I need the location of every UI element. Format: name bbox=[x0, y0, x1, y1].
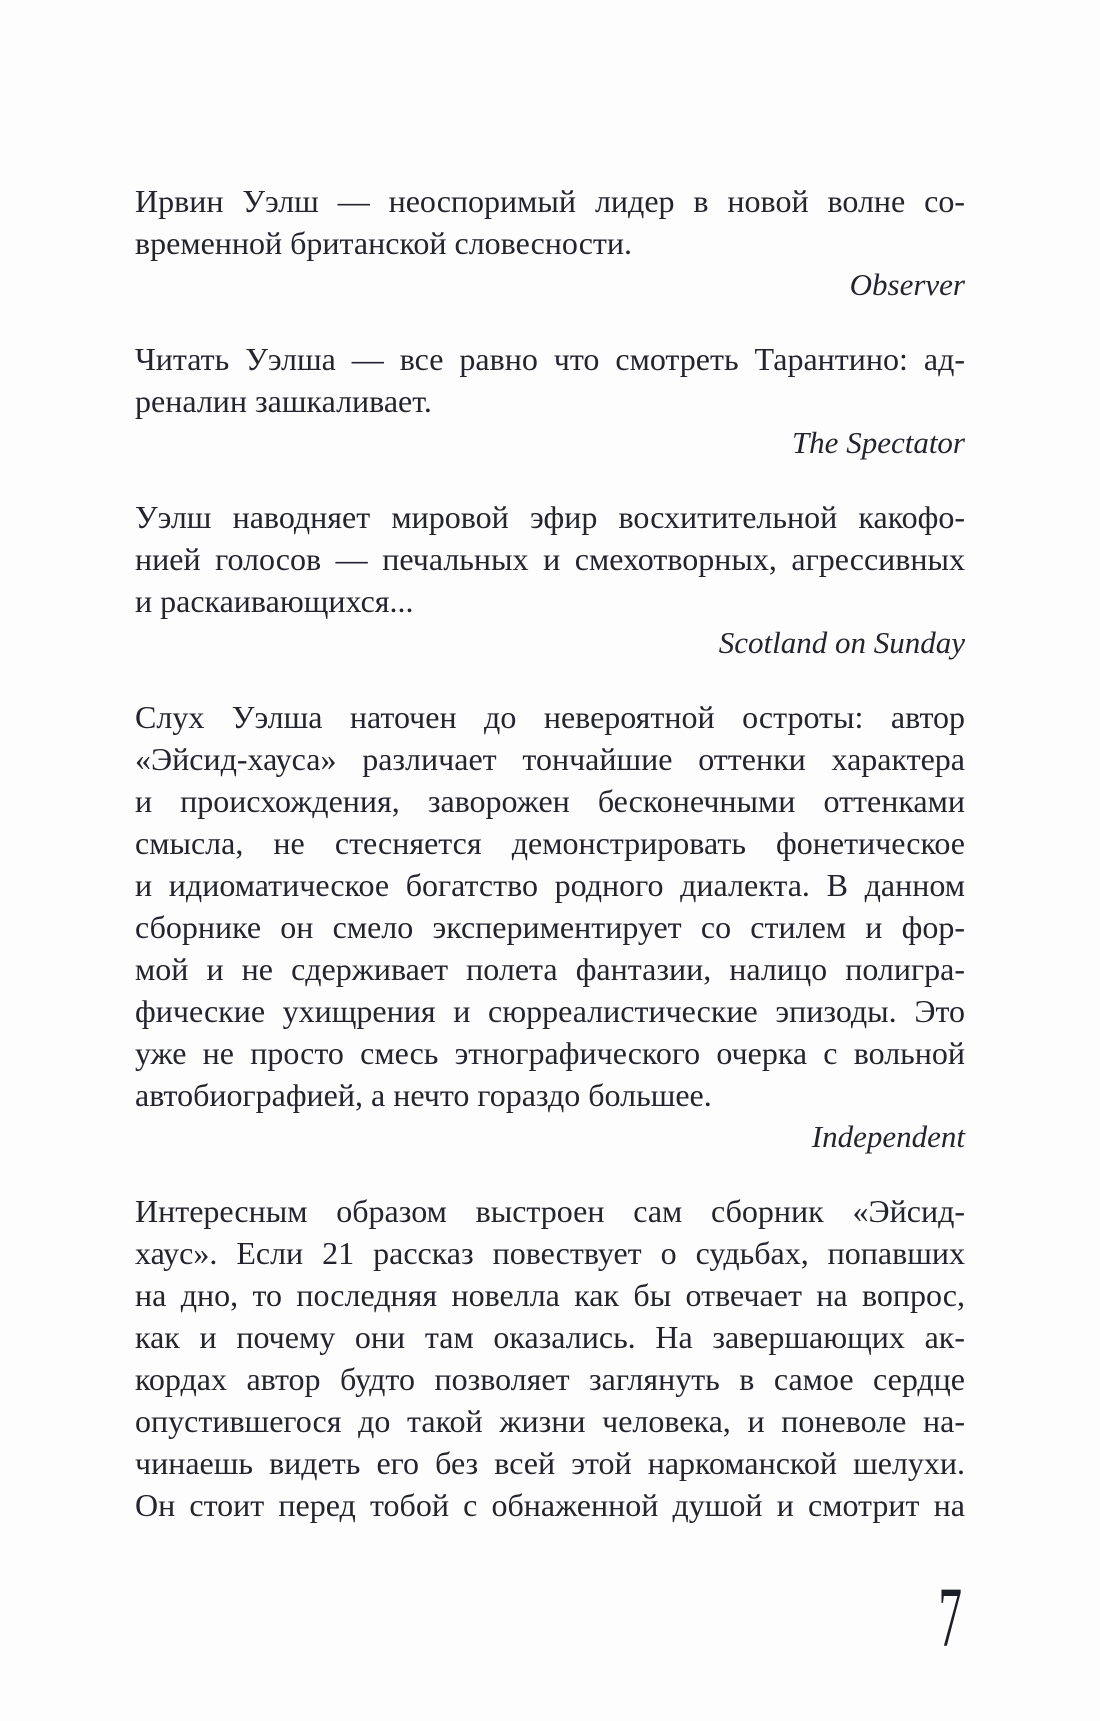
quote-line: смысла, не стесняется демонстрировать фонетическое bbox=[135, 825, 965, 861]
quote-line: на дно, то последняя новелла как бы отвечает на вопрос, bbox=[135, 1277, 965, 1313]
quote-line: чинаешь видеть его без всей этой наркоманской шелухи. bbox=[135, 1445, 965, 1481]
quote-line: Интересным образом выстроен сам сборник «Эйсид- bbox=[135, 1193, 965, 1229]
quote-line: мой и не сдерживает полета фантазии, налицо полигра- bbox=[135, 951, 965, 987]
quote-block bbox=[135, 496, 965, 664]
quote-line: и раскаивающихся... bbox=[135, 583, 414, 619]
quote-line: Слух Уэлша наточен до невероятной остроты: автор bbox=[135, 699, 965, 735]
text-column bbox=[135, 180, 965, 1558]
quote-line: Читать Уэлша — все равно что смотреть Тарантино: ад- bbox=[135, 341, 965, 377]
quote-block bbox=[135, 338, 965, 464]
quote-block bbox=[135, 180, 965, 306]
quote-line: опустившегося до такой жизни человека, и поневоле на- bbox=[135, 1403, 965, 1439]
quote-line: уже не просто смесь этнографического очерка с вольной bbox=[135, 1035, 965, 1071]
quote-block bbox=[135, 1190, 965, 1526]
quote-line: «Эйсид-хауса» различает тончайшие оттенки характера bbox=[135, 741, 965, 777]
quote-line: сборнике он смело экспериментирует со стилем и фор- bbox=[135, 909, 965, 945]
quote-line: фические ухищрения и сюрреалистические эпизоды. Это bbox=[135, 993, 965, 1029]
quote-source: The Spectator bbox=[791, 425, 965, 460]
quote-line: кордах автор будто позволяет заглянуть в самое сердце bbox=[135, 1361, 965, 1397]
quote-block bbox=[135, 696, 965, 1158]
quote-line: Он стоит перед тобой с обнаженной душой и смотрит на bbox=[135, 1487, 965, 1523]
quote-source: Observer bbox=[849, 267, 965, 302]
quote-line: Уэлш наводняет мировой эфир восхитительной какофо- bbox=[135, 499, 965, 535]
quote-line: автобиографией, а нечто гораздо большее. bbox=[135, 1077, 712, 1113]
quote-line: нией голосов — печальных и смехотворных, агрессивных bbox=[135, 541, 965, 577]
quote-line: как и почему они там оказались. На завершающих ак- bbox=[135, 1319, 965, 1355]
quote-line: хаус». Если 21 рассказ повествует о судьбах, попавших bbox=[135, 1235, 965, 1271]
quote-line: Ирвин Уэлш — неоспоримый лидер в новой волне со- bbox=[135, 183, 965, 219]
quote-source: Scotland on Sunday bbox=[718, 625, 965, 660]
quote-line: реналин зашкаливает. bbox=[135, 383, 432, 419]
quote-line: и идиоматическое богатство родного диалекта. В данном bbox=[135, 867, 965, 903]
page-number: 7 bbox=[938, 1569, 962, 1665]
quote-line: временной британской словесности. bbox=[135, 225, 633, 261]
quote-source: Independent bbox=[811, 1119, 965, 1154]
quote-line: и происхождения, заворожен бесконечными оттенками bbox=[135, 783, 965, 819]
